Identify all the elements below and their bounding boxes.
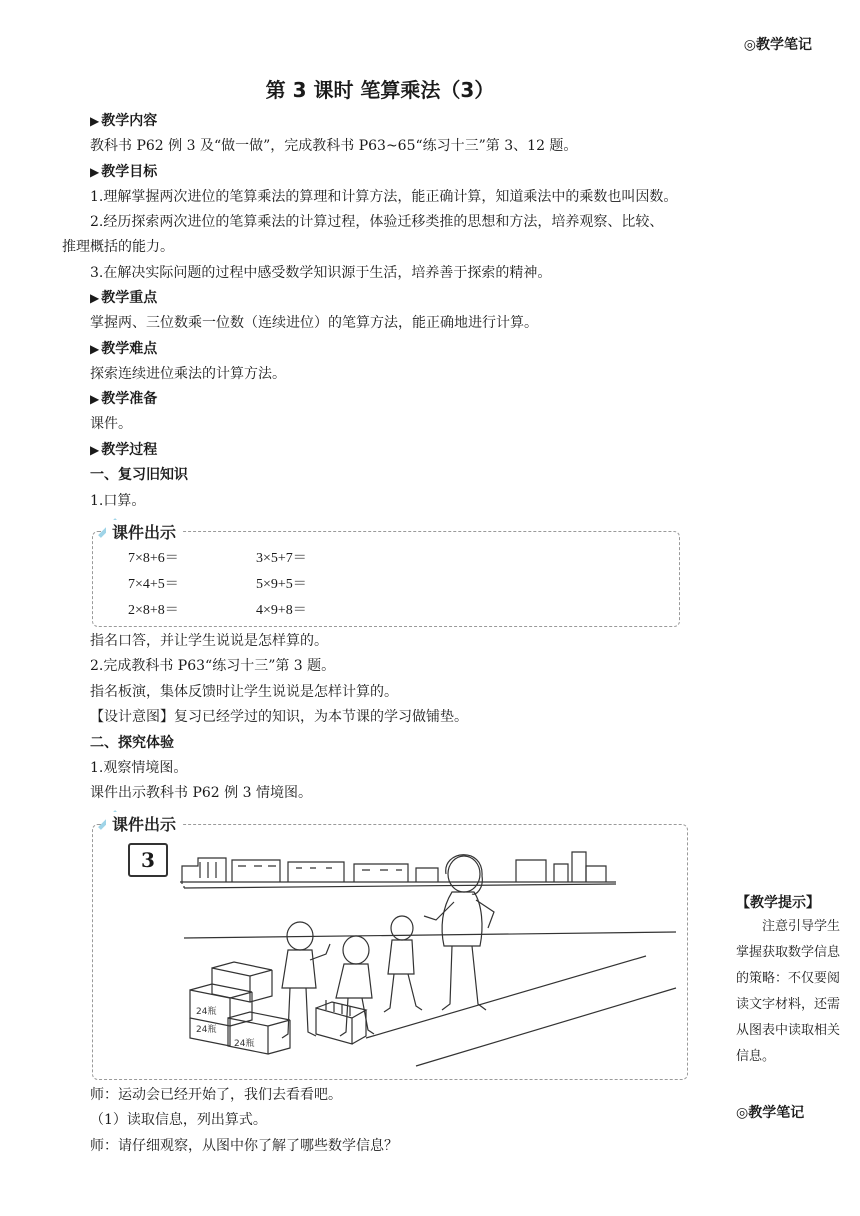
child-body <box>388 940 414 974</box>
exercise: 4×9+8＝ <box>256 603 307 618</box>
heading-explore: 二、探究体验 <box>90 735 174 751</box>
heading-difficulty: ▶ 教学难点 <box>90 341 158 357</box>
after-box-line-3: 指名板演，集体反馈时让学生说说是怎样计算的。 <box>90 684 398 700</box>
cardboard-box <box>190 984 252 1026</box>
review-item-1: 1.口算。 <box>90 493 146 509</box>
girl-hair <box>446 855 483 895</box>
girl-arm <box>424 902 454 920</box>
after-box-line-1: 指名口答，并让学生说说是怎样算的。 <box>90 633 328 649</box>
box-label: 24瓶 <box>234 1039 255 1049</box>
track-line <box>366 956 646 1038</box>
child-leg <box>384 974 394 1012</box>
box-label: 24瓶 <box>196 1007 217 1017</box>
teaching-notes-label: ◎教学笔记 <box>736 1105 805 1121</box>
exercise: 5×9+5＝ <box>256 577 307 592</box>
goal-1: 1.理解掌握两次进位的笔算乘法的算理和计算方法，能正确计算，知道乘法中的乘数也叫因数。 <box>90 189 678 205</box>
building <box>354 864 408 882</box>
design-intent: 【设计意图】复习已经学过的知识，为本节课的学习做铺垫。 <box>90 709 468 725</box>
exercise: 2×8+8＝ <box>128 603 179 618</box>
teacher-line-2: 师：请仔细观察，从图中你了解了哪些数学信息？ <box>90 1138 398 1154</box>
courseware-label: 课件出示 <box>106 812 182 835</box>
building <box>586 866 606 882</box>
boy-body <box>336 964 372 998</box>
boy-leg <box>306 988 316 1036</box>
field-line <box>184 884 616 888</box>
girl-leg <box>442 946 452 1010</box>
teaching-tip-body: 注意引导学生掌握获取数学信息的策略：不仅要阅读文字材料，还需从图表中读取相关信息。 <box>736 919 841 1064</box>
building <box>182 858 226 884</box>
explore-item-2: 课件出示教科书 P62 例 3 情境图。 <box>90 785 312 801</box>
building <box>572 852 586 882</box>
teacher-line-1: 师：运动会已经开始了，我们去看看吧。 <box>90 1087 342 1103</box>
girl-leg <box>472 946 486 1010</box>
heading-goals: ▶ 教学目标 <box>90 164 158 180</box>
step-read-info: （1）读取信息，列出算式。 <box>90 1112 267 1128</box>
heading-key-points: ▶ 教学重点 <box>90 290 158 306</box>
preparation-text: 课件。 <box>90 416 132 432</box>
exercise: 7×8+6＝ <box>128 551 179 566</box>
bottle-crate <box>352 1010 366 1044</box>
building <box>288 862 344 882</box>
exercise: 7×4+5＝ <box>128 577 179 592</box>
scene-illustration <box>176 838 680 1070</box>
track-line <box>416 988 676 1066</box>
building <box>554 864 568 882</box>
key-points-text: 掌握两、三位数乘一位数（连续进位）的笔算方法，能正确地进行计算。 <box>90 315 538 331</box>
boy-leg <box>282 988 290 1038</box>
goal-2-line-1: 2.经历探索两次进位的笔算乘法的计算过程，体验迁移类推的思想和方法，培养观察、比较、 <box>90 214 664 230</box>
courseware-box-exercises <box>92 531 680 627</box>
box-label: 24瓶 <box>196 1025 217 1035</box>
heading-process: ▶ 教学过程 <box>90 442 158 458</box>
girl-arm <box>476 900 494 928</box>
goal-3: 3.在解决实际问题的过程中感受数学知识源于生活，培养善于探索的精神。 <box>90 265 552 281</box>
teaching-notes-label: ◎教学笔记 <box>743 37 812 53</box>
after-box-line-2: 2.完成教科书 P63“练习十三”第 3 题。 <box>90 658 336 674</box>
heading-review: 一、复习旧知识 <box>90 467 188 483</box>
difficulty-text: 探索连续进位乘法的计算方法。 <box>90 366 286 382</box>
page-title: 第 3 课时 笔算乘法（3） <box>265 78 495 102</box>
heading-content: ▶ 教学内容 <box>90 113 158 129</box>
building <box>232 860 280 882</box>
goal-2-line-2: 推理概括的能力。 <box>62 239 174 255</box>
teaching-tip-title: 【教学提示】 <box>736 895 820 911</box>
example-number-badge: 3 <box>128 843 168 877</box>
building <box>516 860 546 882</box>
boy-leg <box>362 998 374 1034</box>
exercise: 3×5+7＝ <box>256 551 307 566</box>
content-text: 教科书 P62 例 3 及“做一做”，完成教科书 P63~65“练习十三”第 3、12 题。 <box>90 138 578 154</box>
girl-head <box>448 856 480 892</box>
building <box>416 868 438 882</box>
explore-item-1: 1.观察情境图。 <box>90 760 188 776</box>
boy-head <box>343 936 369 964</box>
heading-preparation: ▶ 教学准备 <box>90 391 158 407</box>
track-line <box>184 932 676 938</box>
child-head <box>391 916 413 940</box>
boy-body <box>282 950 316 988</box>
building <box>200 862 216 878</box>
courseware-label: 课件出示 <box>106 520 182 543</box>
child-leg <box>408 974 422 1010</box>
